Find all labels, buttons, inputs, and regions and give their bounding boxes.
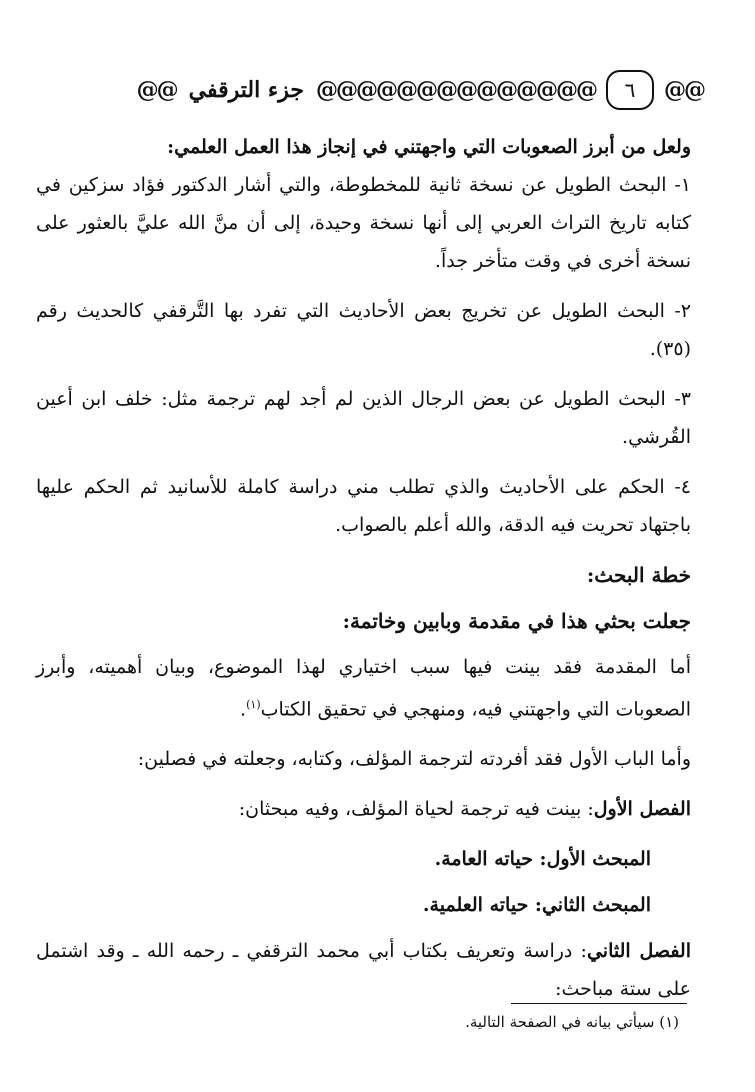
plan-subheading: جعلت بحثي هذا في مقدمة وبابين وخاتمة: [342, 609, 691, 633]
section-one-text: : بينت فيه ترجمة لحياة المؤلف، وفيه مبحثان: [238, 798, 594, 821]
ornament-middle: @@@@@@@@@@@@@@ [316, 77, 596, 103]
running-header [30, 68, 708, 112]
topic-two-text: : حياته العلمية. [422, 894, 542, 917]
footnote-ref: (١) [246, 698, 261, 711]
footnote-divider [511, 1003, 687, 1004]
section-one [36, 790, 709, 828]
section-one-label: الفصل الأول [593, 798, 691, 821]
footnote: (١) سيأتي بيانه في الصفحة التالية. [465, 1013, 679, 1031]
ornament-left: @@ [136, 77, 177, 103]
chapter-one-paragraph: وأما الباب الأول فقد أفردته لترجمة المؤلف، وكتابه، وجعلته في فصلين: [137, 748, 691, 771]
intro-line: ولعل من أبرز الصعوبات التي واجهتني في إنجاز هذا العمل العلمي: [167, 136, 691, 158]
page-number: ٦ [606, 70, 654, 110]
topic-one [36, 840, 709, 878]
topic-two-label: المبحث الثاني [541, 894, 651, 917]
main-text [36, 128, 709, 1020]
difficulty-2: ٢- البحث الطويل عن تخريج بعض الأحاديث التي تفرد بها التَّرقفي كالحديث رقم (٣٥). [36, 300, 691, 360]
section-two-label: الفصل الثاني [586, 940, 691, 963]
difficulty-3: ٣- البحث الطويل عن بعض الرجال الذين لم أجد لهم ترجمة مثل: خلف ابن أعين القُرشي. [36, 388, 691, 448]
plan-heading: خطة البحث: [586, 563, 691, 587]
topic-one-text: : حياته العامة. [434, 848, 547, 871]
introduction-paragraph [36, 648, 709, 728]
section-two [36, 932, 709, 1008]
section-two-text: : دراسة وتعريف بكتاب أبي محمد الترقفي ـ رحمه الله ـ وقد اشتمل على ستة مباحث: [36, 940, 691, 1001]
ornament-right: @@ [664, 77, 704, 103]
difficulty-4: ٤- الحكم على الأحاديث والذي تطلب مني دراسة كاملة للأسانيد ثم الحكم عليها باجتهاد تحريت فيه الدقة، والله أعلم بالصواب. [36, 476, 691, 536]
introduction-text: أما المقدمة فقد بينت فيها سبب اختياري لهذا الموضوع، وبيان أهميته، وأبرز الصعوبات التي واجهتني فيه، ومنهجي في تحقيق الكتاب [36, 656, 691, 721]
introduction-end: . [240, 698, 247, 721]
topic-two [36, 886, 709, 924]
difficulty-1: ١- البحث الطويل عن نسخة ثانية للمخطوطة، والتي أشار الدكتور فؤاد سزكين في كتابه تاريخ التراث العربي إلى أنها نسخة وحيدة، إلى أن منَّ الله عليَّ بالعثور على نسخة أخرى في وقت متأخر جداً. [36, 174, 691, 272]
topic-one-label: المبحث الأول [546, 848, 651, 871]
header-title: جزء الترقفي [188, 77, 304, 103]
